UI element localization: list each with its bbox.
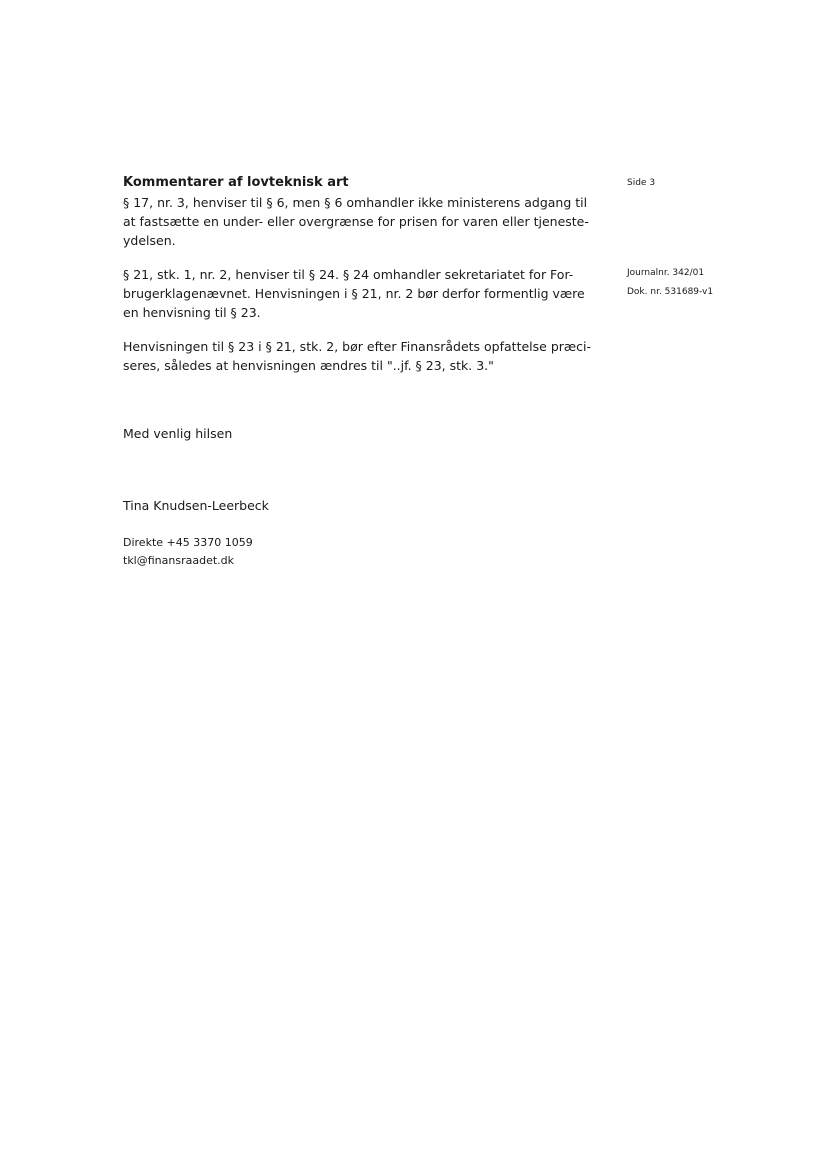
paragraph-line: ydelsen.: [123, 233, 176, 248]
journal-number: Journalnr. 342/01: [627, 268, 705, 278]
paragraph-line: Henvisningen til § 23 i § 21, stk. 2, bør efter Finansrådets opfattelse præci-: [123, 339, 592, 354]
paragraph-1: [123, 193, 593, 250]
paragraph-line: at fastsætte en under- eller overgrænse for prisen for varen eller tjeneste-: [123, 214, 589, 229]
sender-name: Tina Knudsen-Leerbeck: [123, 498, 269, 513]
paragraph-line: en henvisning til § 23.: [123, 305, 261, 320]
closing-salutation: Med venlig hilsen: [123, 426, 233, 441]
contact-block: [123, 534, 253, 570]
paragraph-2: [123, 265, 593, 322]
paragraph-line: brugerklagenævnet. Henvisningen i § 21, nr. 2 bør derfor formentlig være: [123, 286, 585, 301]
contact-phone: Direkte +45 3370 1059: [123, 536, 253, 549]
paragraph-line: § 21, stk. 1, nr. 2, henviser til § 24. § 24 omhandler sekretariatet for For-: [123, 267, 574, 282]
contact-email[interactable]: tkl@finansraadet.dk: [123, 554, 234, 567]
paragraph-3: [123, 337, 593, 375]
paragraph-line: seres, således at henvisningen ændres til "..jf. § 23, stk. 3.": [123, 358, 494, 373]
paragraph-line: § 17, nr. 3, henviser til § 6, men § 6 omhandler ikke ministerens adgang til: [123, 195, 588, 210]
section-heading: Kommentarer af lovteknisk art: [123, 175, 349, 190]
document-number: Dok. nr. 531689-v1: [627, 287, 714, 297]
page-number: Side 3: [627, 178, 656, 188]
